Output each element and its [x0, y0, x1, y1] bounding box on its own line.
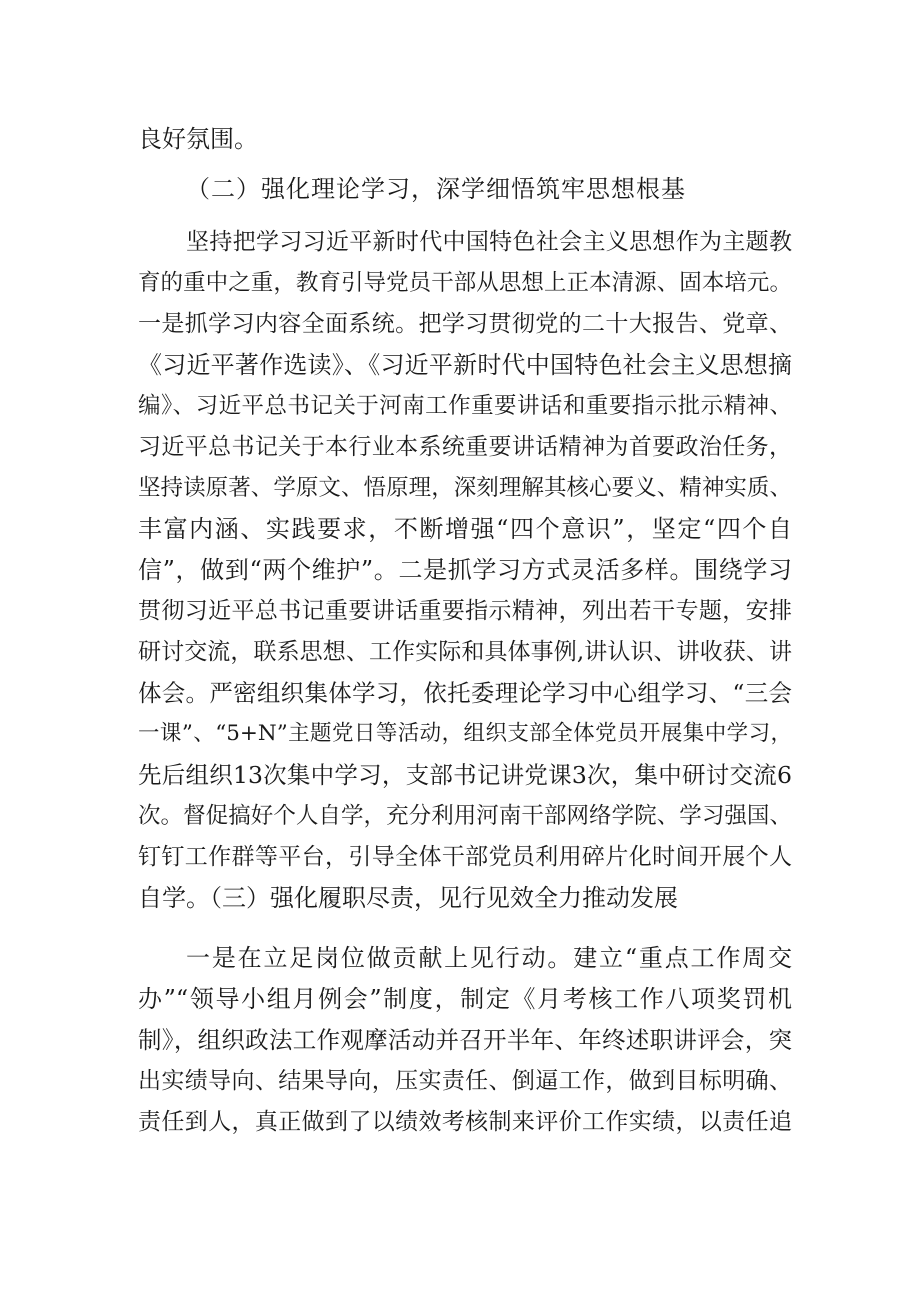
text-line: 习近平总书记关于本行业本系统重要讲话精神为首要政治任务， — [138, 434, 792, 460]
text-line: 丰富内涵、实践要求，不断增强“四个意识”，坚定“四个自 — [138, 515, 792, 543]
text-line: 办”“领导小组月例会”制度，制定《月考核工作八项奖罚机 — [138, 985, 792, 1013]
section-heading: （二）强化理论学习，深学细悟筑牢思想根基 — [186, 175, 686, 203]
text-line: 《习近平著作选读》、《习近平新时代中国特色社会主义思想摘 — [138, 351, 792, 379]
text-line: 制》，组织政法工作观摩活动并召开半年、年终述职讲评会，突 — [138, 1026, 792, 1054]
text-line: 坚持读原著、学原文、悟原理，深刻理解其核心要义、精神实质、 — [138, 475, 792, 501]
text-line: 出实绩导向、结果导向，压实责任、倒逼工作，做到目标明确、 — [138, 1068, 792, 1094]
text-line: 先后组织13次集中学习，支部书记讲党课3次，集中研讨交流6 — [138, 761, 792, 789]
text-line: 责任到人，真正做到了以绩效考核制来评价工作实绩，以责任追 — [138, 1109, 792, 1135]
text-line: 自学。（三）强化履职尽责，见行见效全力推动发展 — [138, 884, 678, 912]
text-line: 体会。严密组织集体学习，依托委理论学习中心组学习、“三会 — [138, 679, 792, 707]
text-line: 次。督促搞好个人自学，充分利用河南干部网络学院、学习强国、 — [138, 803, 792, 829]
text-line: 钉钉工作群等平台，引导全体干部党员利用碎片化时间开展个人 — [138, 844, 792, 870]
text-line: 一课”、“5+N”主题党日等活动，组织支部全体党员开展集中学习， — [138, 721, 792, 746]
text-line: 一是抓学习内容全面系统。把学习贯彻党的二十大报告、党章、 — [138, 311, 792, 337]
text-line: 编》、习近平总书记关于河南工作重要讲话和重要指示批示精神、 — [138, 393, 792, 419]
text-line: 贯彻习近平总书记重要讲话重要指示精神，列出若干专题，安排 — [138, 598, 792, 624]
text-line: 信”，做到“两个维护”。二是抓学习方式灵活多样。围绕学习 — [138, 556, 792, 584]
text-line: 一是在立足岗位做贡献上见行动。建立“重点工作周交 — [186, 944, 792, 972]
text-line: 良好氛围。 — [138, 125, 258, 153]
text-line: 育的重中之重，教育引导党员干部从思想上正本清源、固本培元。 — [138, 270, 792, 296]
text-line: 研讨交流，联系思想、工作实际和具体事例,讲认识、讲收获、讲 — [138, 639, 792, 665]
text-line: 坚持把学习习近平新时代中国特色社会主义思想作为主题教 — [186, 229, 792, 255]
